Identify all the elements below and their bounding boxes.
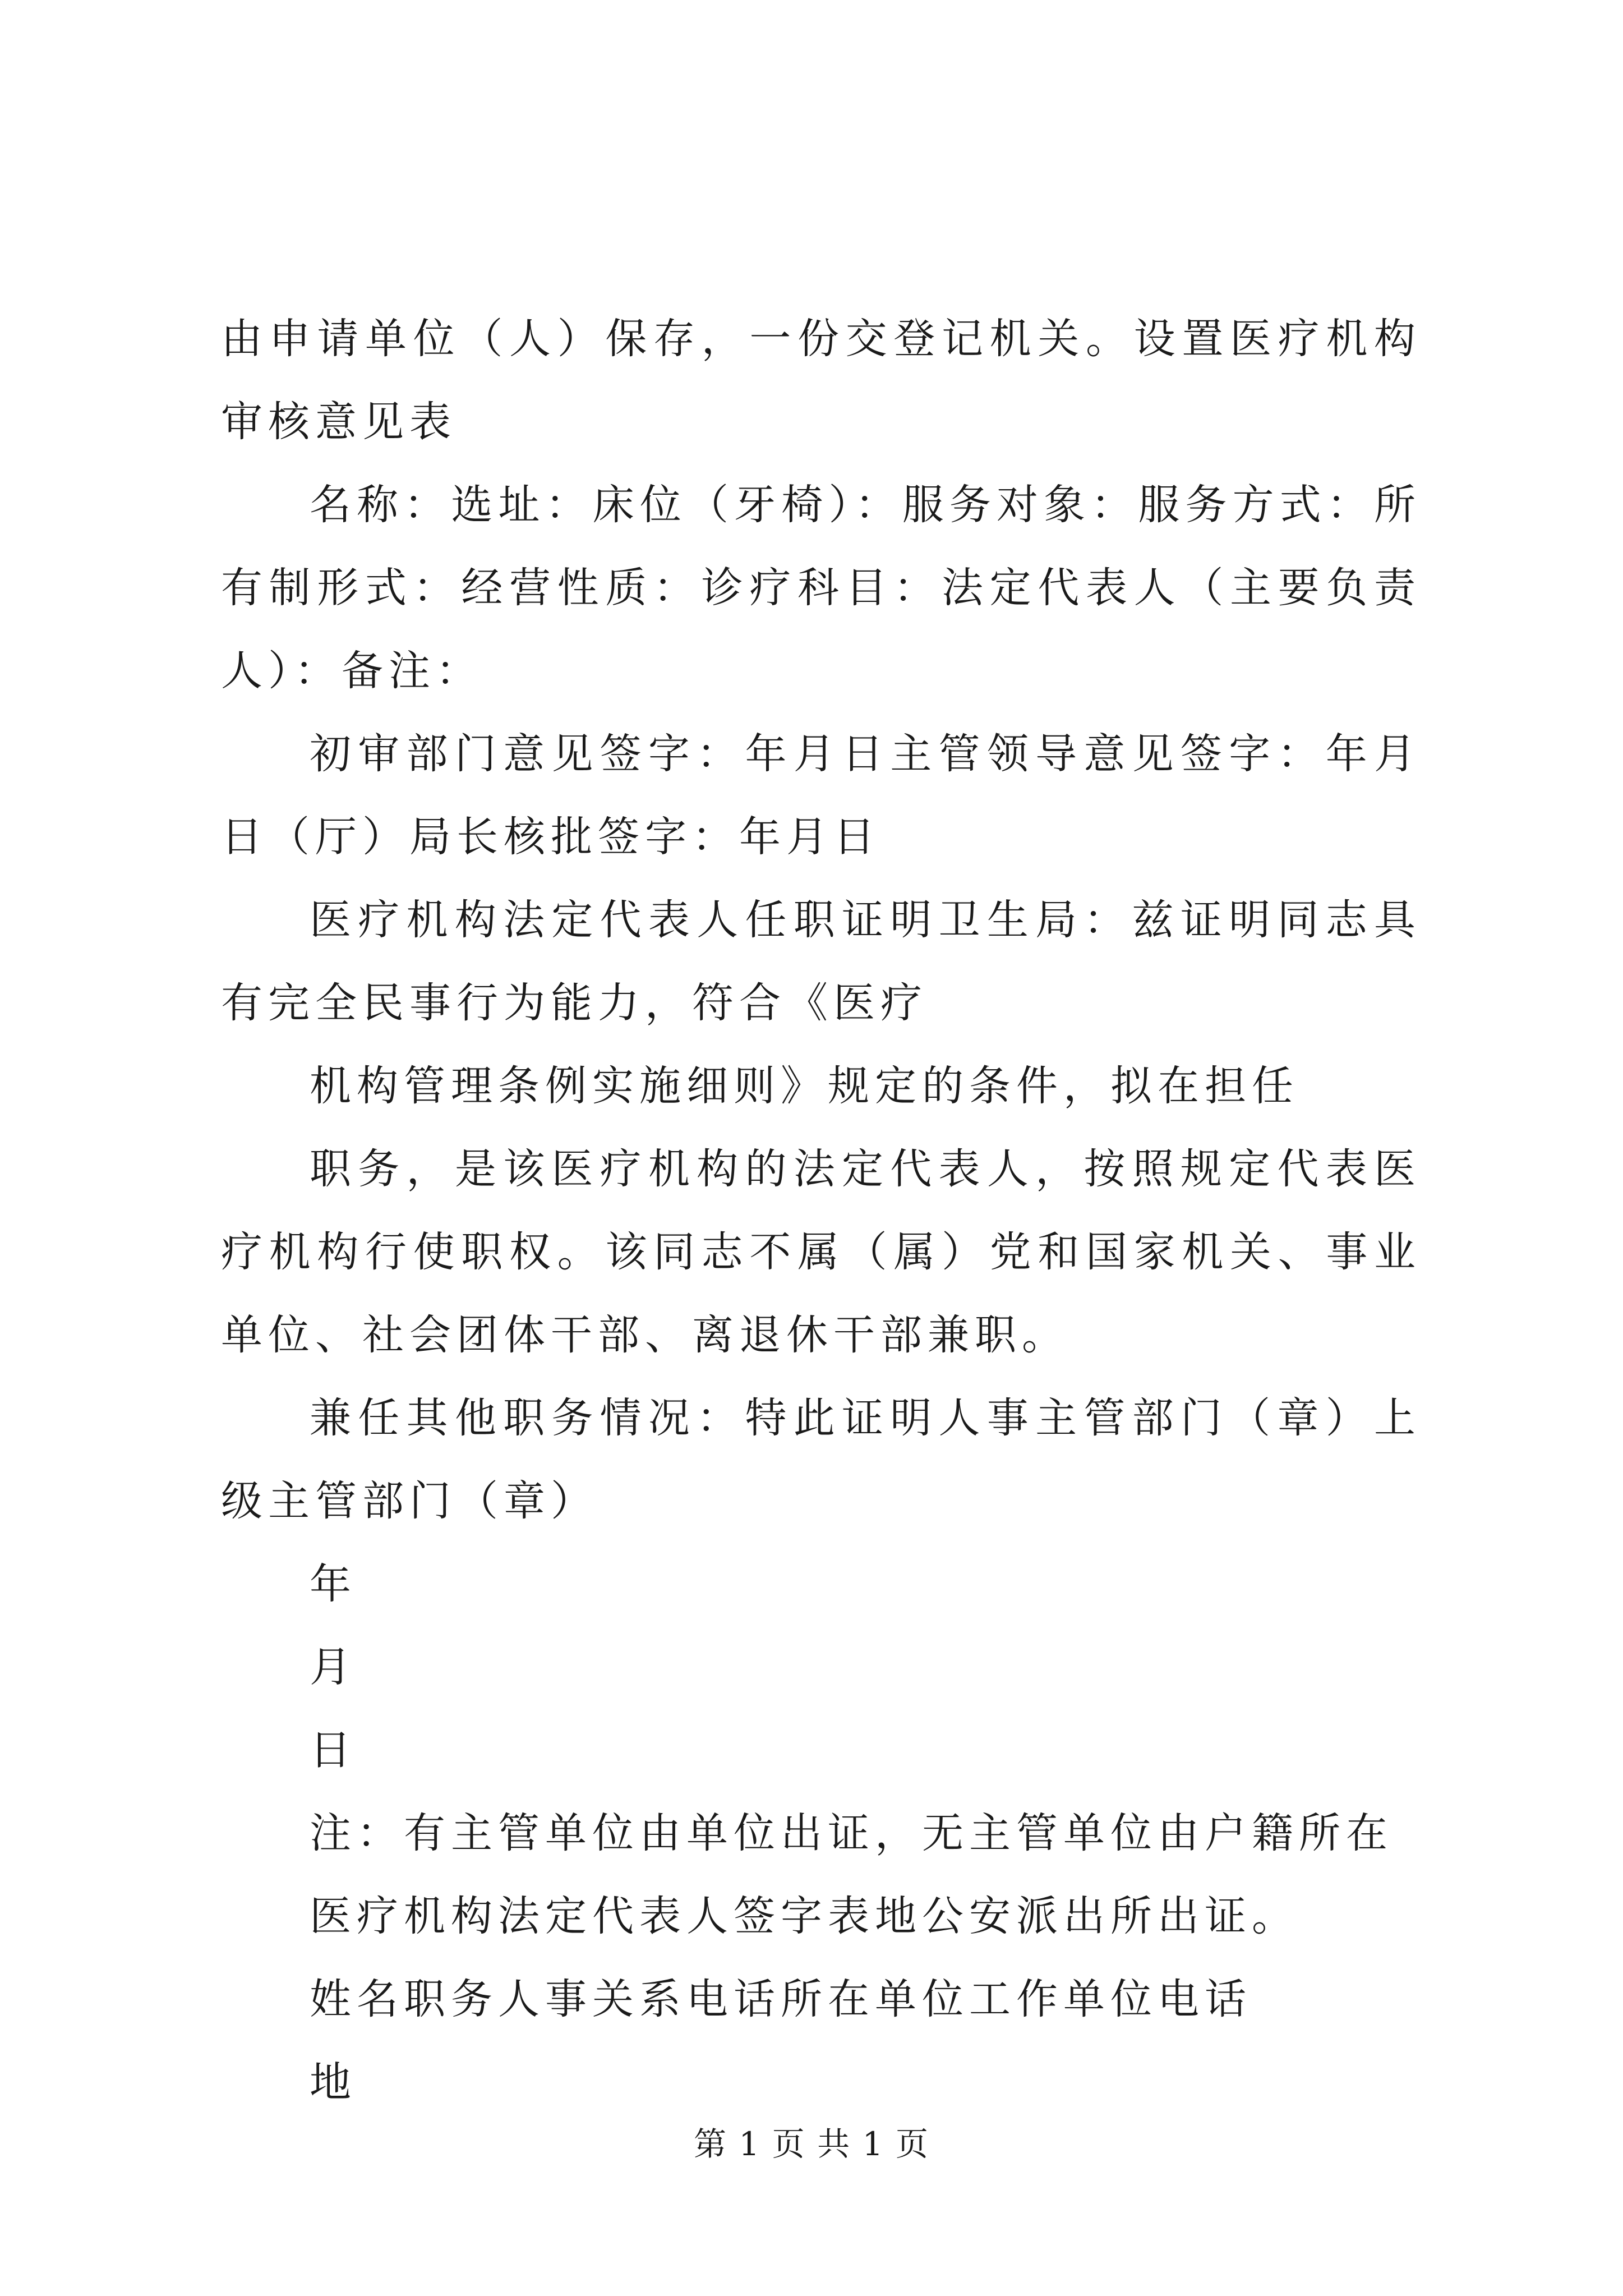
paragraph-3: 初审部门意见签字：年月日主管领导意见签字：年月日（厅）局长核批签字：年月日 xyxy=(221,730,1421,861)
paragraph-14: 地 xyxy=(310,2058,357,2106)
paragraph-1: 由申请单位（人）保存，一份交登记机关。设置医疗机构审核意见表 xyxy=(221,315,1421,446)
paragraph-11: 注：有主管单位由单位出证，无主管单位由户籍所在 xyxy=(310,1809,1393,1857)
paragraph-4: 医疗机构法定代表人任职证明卫生局：兹证明同志具有完全民事行为能力，符合《医疗 xyxy=(221,896,1421,1027)
document-body xyxy=(221,297,1421,2124)
paragraph-7: 兼任其他职务情况：特此证明人事主管部门（章）上级主管部门（章） xyxy=(221,1394,1421,1525)
paragraph-9: 月 xyxy=(310,1643,357,1691)
paragraph-6: 职务，是该医疗机构的法定代表人，按照规定代表医疗机构行使职权。该同志不属（属）党和国家机关、事业单位、社会团体干部、离退休干部兼职。 xyxy=(221,1145,1421,1359)
page-number-label: 第 1 页 共 1 页 xyxy=(694,2125,929,2163)
paragraph-10: 日 xyxy=(310,1726,357,1774)
paragraph-5: 机构管理条例实施细则》规定的条件，拟在担任 xyxy=(310,1062,1299,1110)
paragraph-13: 姓名职务人事关系电话所在单位工作单位电话 xyxy=(310,1975,1252,2023)
page-footer xyxy=(0,2118,1623,2165)
paragraph-12: 医疗机构法定代表人签字表地公安派出所出证。 xyxy=(310,1892,1299,1940)
paragraph-8: 年 xyxy=(310,1560,357,1608)
paragraph-2: 名称：选址：床位（牙椅）：服务对象：服务方式：所有制形式：经营性质：诊疗科目：法定代表人（主要负责人）：备注： xyxy=(221,481,1421,695)
